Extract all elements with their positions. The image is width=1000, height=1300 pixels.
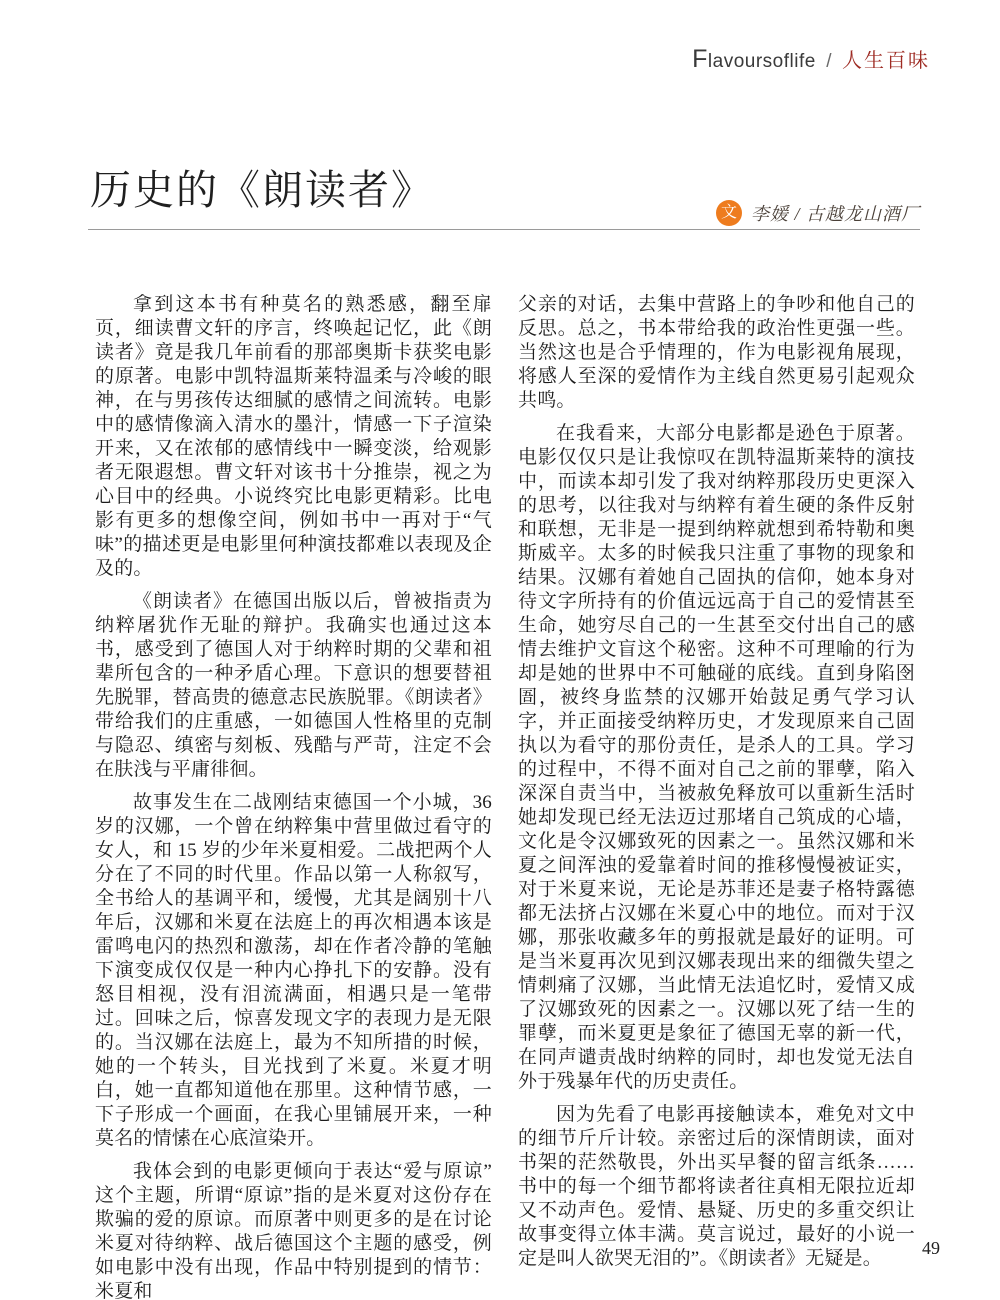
left-column (95, 293, 492, 1300)
paragraph: 我体会到的电影更倾向于表达“爱与原谅”这个主题，所谓“原谅”指的是米夏对这份存在欺骗的爱的原谅。而原著中则更多的是在讨论米夏对待纳粹、战后德国这个主题的感受，例如电影中没有出现，作品中特别提到的情节：米夏和 (95, 1161, 492, 1300)
article-body (95, 293, 915, 1300)
byline (716, 200, 920, 226)
page-number: 49 (922, 1238, 940, 1258)
article-title: 历史的《朗读者》 (90, 167, 434, 213)
brand-initial: F (692, 45, 708, 73)
brand-name-cn: 人生百味 (842, 50, 930, 72)
author-badge-icon: 文 (716, 200, 742, 226)
author-name: 李媛 / 古越龙山酒厂 (750, 204, 920, 224)
paragraph: 拿到这本书有种莫名的熟悉感，翻至扉页，细读曹文轩的序言，终唤起记忆，此《朗读者》竟是我几年前看的那部奥斯卡获奖电影的原著。电影中凯特温斯莱特温柔与冷峻的眼神，在与男孩传达细腻的感情之间流转。电影中的感情像滴入清水的墨汁，情感一下子渲染开来，又在浓郁的感情线中一瞬变淡，给观影者无限遐想。曹文轩对该书十分推崇，视之为心目中的经典。小说终究比电影更精彩。比电影有更多的想像空间，例如书中一再对于“气味”的描述更是电影里何种演技都难以表现及企及的。 (95, 294, 492, 579)
title-row (90, 168, 920, 226)
paragraph: 在我看来，大部分电影都是逊色于原著。电影仅仅只是让我惊叹在凯特温斯莱特的演技中，而读本却引发了我对纳粹那段历史更深入的思考，以往我对与纳粹有着生硬的条件反射和联想，无非是一提到纳粹就想到希特勒和奥斯威辛。太多的时候我只注重了事物的现象和结果。汉娜有着她自己固执的信仰，她本身对待文字所持有的价值远远高于自己的爱情甚至生命，她穷尽自己的一生甚至交付出自己的感情去维护文盲这个秘密。这种不可理喻的行为却是她的世界中不可触碰的底线。直到身陷囹圄，被终身监禁的汉娜开始鼓足勇气学习认字，并正面接受纳粹历史，才发现原来自己固执以为看守的那份责任，是杀人的工具。学习的过程中，不得不面对自己之前的罪孽，陷入深深自责当中，当被赦免释放可以重新生活时她却发现已经无法迈过那堵自己筑成的心墙，文化是令汉娜致死的因素之一。虽然汉娜和米夏之间浑浊的爱靠着时间的推移慢慢被证实，对于米夏来说，无论是苏菲还是妻子格特露德都无法挤占汉娜在米夏心中的地位。而对于汉娜，那张收藏多年的剪报就是最好的证明。可是当米夏再次见到汉娜表现出来的细微失望之情刺痛了汉娜，当此情无法追忆时，爱情又成了汉娜致死的因素之一。汉娜以死了结一生的罪孽，而米夏更是象征了德国无辜的新一代，在同声谴责战时纳粹的同时，却也发觉无法自外于残暴年代的历史责任。 (518, 423, 915, 1092)
right-column (518, 293, 915, 1300)
brand-name-en: lavoursoflife (707, 51, 816, 72)
paragraph: 《朗读者》在德国出版以后，曾被指责为纳粹屠犹作无耻的辩护。我确实也通过这本书，感受到了德国人对于纳粹时期的父辈和祖辈所包含的一种矛盾心理。下意识的想要替祖先脱罪，替高贵的德意志民族脱罪。《朗读者》带给我们的庄重感，一如德国人性格里的克制与隐忍、缜密与刻板、残酷与严苛，注定不会在肤浅与平庸徘徊。 (95, 591, 492, 780)
paragraph: 故事发生在二战刚结束德国一个小城，36 岁的汉娜，一个曾在纳粹集中营里做过看守的女人，和 15 岁的少年米夏相爱。二战把两个人分在了不同的时代里。作品以第一人称叙写，全书给人的基调平和，缓慢，尤其是阔别十八年后，汉娜和米夏在法庭上的再次相遇本该是雷鸣电闪的热烈和激荡，却在作者冷静的笔触下演变成仅仅是一种内心挣扎下的安静。没有怒目相视，没有泪流满面，相遇只是一笔带过。回味之后，惊喜发现文字的表现力是无限的。当汉娜在法庭上，最为不知所措的时候，她的一个转头，目光找到了米夏。米夏才明白，她一直都知道他在那里。这种情节感，一下子形成一个画面，在我心里铺展开来，一种莫名的情愫在心底渲染开。 (95, 792, 492, 1149)
header-separator: / (826, 51, 832, 72)
paragraph: 因为先看了电影再接触读本，难免对文中的细节斤斤计较。亲密过后的深情朗读，面对书架的茫然敬畏，外出买早餐的留言纸条……书中的每一个细节都将读者往真相无限拉近却又不动声色。爱情、悬疑、历史的多重交织让故事变得立体丰满。莫言说过，最好的小说一定是叫人欲哭无泪的”。《朗读者》无疑是。 (518, 1104, 915, 1269)
title-divider (88, 229, 920, 230)
running-header (692, 44, 930, 74)
paragraph-continuation: 父亲的对话，去集中营路上的争吵和他自己的反思。总之，书本带给我的政治性更强一些。当然这也是合乎情理的，作为电影视角展现，将感人至深的爱情作为主线自然更易引起观众共鸣。 (518, 294, 915, 411)
